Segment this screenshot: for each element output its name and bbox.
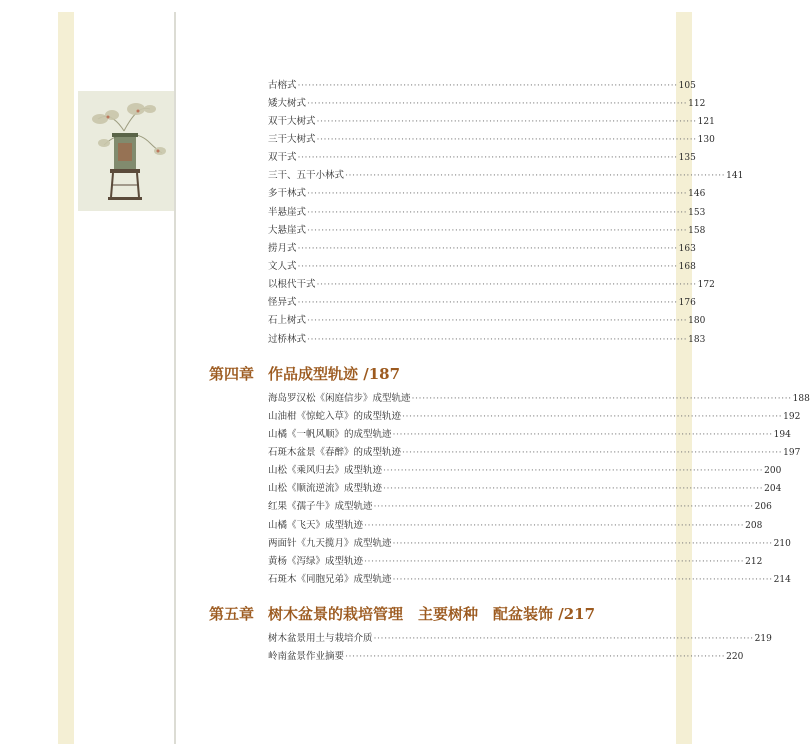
toc-entry-title: 石斑木《同胞兄弟》成型轨迹 bbox=[268, 574, 392, 585]
toc-entry[interactable] bbox=[268, 151, 696, 165]
toc-leader-dots: ············································································································ bbox=[383, 483, 764, 494]
toc-entry[interactable] bbox=[268, 187, 706, 201]
toc-leader-dots: ············································································································ bbox=[364, 520, 745, 531]
toc-entry-title: 石斑木盆景《春醉》的成型轨迹 bbox=[268, 447, 402, 458]
toc-entry-title: 古榕式 bbox=[268, 80, 297, 91]
toc-entry[interactable] bbox=[268, 224, 706, 238]
toc-entry-title: 树木盆景用土与栽培介质 bbox=[268, 633, 373, 644]
chapter-title: 树木盆景的栽培管理 主要树种 配盆装饰 /217 bbox=[268, 605, 596, 623]
toc-leader-dots: ············································································································ bbox=[411, 393, 792, 404]
toc-entry-page: 163 bbox=[678, 244, 696, 254]
toc-entry-title: 石上树式 bbox=[268, 315, 307, 326]
toc-entry[interactable] bbox=[268, 573, 791, 587]
toc-leader-dots: ············································································································ bbox=[402, 447, 783, 458]
bonsai-illustration bbox=[78, 91, 174, 211]
toc-entry-page: 206 bbox=[754, 502, 772, 512]
toc-entry-page: 204 bbox=[764, 484, 782, 494]
toc-entry-title: 三干、五干小林式 bbox=[268, 170, 345, 181]
toc-leader-dots: ············································································································ bbox=[307, 207, 688, 218]
toc-entry[interactable] bbox=[268, 169, 744, 183]
chapter-title: 作品成型轨迹 /187 bbox=[268, 365, 401, 383]
toc-leader-dots: ············································································································ bbox=[297, 152, 678, 163]
toc-entry-page: 135 bbox=[678, 153, 696, 163]
toc-entry-page: 146 bbox=[688, 189, 706, 199]
toc-entry-title: 双干式 bbox=[268, 152, 297, 163]
toc-entry-title: 以根代干式 bbox=[268, 279, 316, 290]
toc-entry[interactable] bbox=[268, 333, 706, 347]
toc-entry-title: 捞月式 bbox=[268, 243, 297, 254]
toc-leader-dots: ············································································································ bbox=[392, 538, 773, 549]
toc-entry-title: 怪异式 bbox=[268, 297, 297, 308]
toc-entry-page: 176 bbox=[678, 298, 696, 308]
toc-entry-title: 黄杨《泻绿》成型轨迹 bbox=[268, 556, 364, 567]
toc-entry-page: 210 bbox=[773, 539, 791, 549]
toc-entry-title: 山橘《一帆风顺》的成型轨迹 bbox=[268, 429, 392, 440]
toc-entry-title: 矮大树式 bbox=[268, 98, 307, 109]
toc-entry-page: 153 bbox=[688, 208, 706, 218]
toc-entry-title: 双干大树式 bbox=[268, 116, 316, 127]
toc-entry-page: 192 bbox=[783, 412, 801, 422]
toc-entry-page: 158 bbox=[688, 226, 706, 236]
left-side-band bbox=[58, 12, 74, 744]
toc-leader-dots: ············································································································ bbox=[316, 279, 697, 290]
toc-entry[interactable] bbox=[268, 632, 772, 646]
toc-entry-page: 212 bbox=[745, 557, 763, 567]
chapter-number: 第五章 bbox=[209, 605, 255, 623]
toc-leader-dots: ············································································································ bbox=[392, 574, 773, 585]
chapter-heading-5[interactable] bbox=[209, 604, 595, 624]
toc-entry-title: 过桥林式 bbox=[268, 334, 307, 345]
toc-entry-title: 山松《顺流逆流》成型轨迹 bbox=[268, 483, 383, 494]
toc-entry-page: 130 bbox=[697, 135, 715, 145]
toc-entry[interactable] bbox=[268, 115, 715, 129]
toc-leader-dots: ············································································································ bbox=[307, 334, 688, 345]
toc-entry[interactable] bbox=[268, 97, 706, 111]
toc-entry-page: 105 bbox=[678, 81, 696, 91]
toc-leader-dots: ············································································································ bbox=[297, 297, 678, 308]
toc-leader-dots: ············································································································ bbox=[373, 501, 754, 512]
toc-entry-title: 两面针《九天揽月》成型轨迹 bbox=[268, 538, 392, 549]
toc-entry-title: 海岛罗汉松《闲庭信步》成型轨迹 bbox=[268, 393, 411, 404]
toc-entry-page: 168 bbox=[678, 262, 696, 272]
chapter-heading-4[interactable] bbox=[209, 364, 400, 384]
toc-entry[interactable] bbox=[268, 464, 782, 478]
toc-entry-page: 180 bbox=[688, 316, 706, 326]
toc-entry-page: 194 bbox=[773, 430, 791, 440]
toc-entry[interactable] bbox=[268, 296, 696, 310]
toc-entry-title: 半悬崖式 bbox=[268, 207, 307, 218]
toc-entry[interactable] bbox=[268, 278, 715, 292]
toc-leader-dots: ············································································································ bbox=[307, 315, 688, 326]
toc-leader-dots: ············································································································ bbox=[345, 170, 726, 181]
toc-entry-page: 121 bbox=[697, 117, 715, 127]
toc-entry[interactable] bbox=[268, 555, 763, 569]
toc-entry-page: 172 bbox=[697, 280, 715, 290]
toc-entry[interactable] bbox=[268, 260, 696, 274]
toc-entry-title: 三干大树式 bbox=[268, 134, 316, 145]
toc-entry[interactable] bbox=[268, 314, 706, 328]
toc-entry[interactable] bbox=[268, 392, 810, 406]
toc-entry-title: 山松《乘风归去》成型轨迹 bbox=[268, 465, 383, 476]
toc-entry[interactable] bbox=[268, 428, 791, 442]
toc-leader-dots: ············································································································ bbox=[307, 98, 688, 109]
toc-entry-page: 112 bbox=[688, 99, 706, 109]
toc-entry-page: 183 bbox=[688, 335, 706, 345]
toc-leader-dots: ············································································································ bbox=[316, 134, 697, 145]
toc-entry-page: 208 bbox=[745, 521, 763, 531]
toc-entry-title: 文人式 bbox=[268, 261, 297, 272]
toc-entry[interactable] bbox=[268, 242, 696, 256]
toc-leader-dots: ············································································································ bbox=[297, 261, 678, 272]
toc-entry-title: 大悬崖式 bbox=[268, 225, 307, 236]
toc-entry[interactable] bbox=[268, 446, 801, 460]
toc-entry-page: 197 bbox=[783, 448, 801, 458]
toc-leader-dots: ············································································································ bbox=[373, 633, 754, 644]
toc-entry[interactable] bbox=[268, 537, 791, 551]
toc-entry[interactable] bbox=[268, 500, 772, 514]
toc-entry-title: 多干林式 bbox=[268, 188, 307, 199]
toc-leader-dots: ············································································································ bbox=[392, 429, 773, 440]
toc-leader-dots: ············································································································ bbox=[297, 80, 678, 91]
toc-entry-title: 山油柑《惊蛇入草》的成型轨迹 bbox=[268, 411, 402, 422]
toc-entry-page: 220 bbox=[726, 652, 744, 662]
toc-entry-page: 200 bbox=[764, 466, 782, 476]
page-gutter bbox=[174, 12, 176, 744]
toc-entry-page: 188 bbox=[792, 394, 810, 404]
chapter-number: 第四章 bbox=[209, 365, 255, 383]
toc-leader-dots: ············································································································ bbox=[316, 116, 697, 127]
toc-entry[interactable] bbox=[268, 650, 744, 664]
toc-leader-dots: ············································································································ bbox=[402, 411, 783, 422]
toc-entry-title: 红果《孺子牛》成型轨迹 bbox=[268, 501, 373, 512]
toc-entry[interactable] bbox=[268, 79, 696, 93]
bonsai-in-tall-pot-on-stand-icon bbox=[78, 91, 174, 211]
toc-leader-dots: ············································································································ bbox=[345, 651, 726, 662]
toc-leader-dots: ············································································································ bbox=[307, 188, 688, 199]
toc-entry-title: 山橘《飞天》成型轨迹 bbox=[268, 520, 364, 531]
toc-leader-dots: ············································································································ bbox=[297, 243, 678, 254]
toc-entry[interactable] bbox=[268, 519, 763, 533]
toc-entry-page: 219 bbox=[754, 634, 772, 644]
toc-entry[interactable] bbox=[268, 482, 782, 496]
toc-entry-title: 岭南盆景作业摘要 bbox=[268, 651, 345, 662]
toc-entry[interactable] bbox=[268, 410, 801, 424]
toc-entry[interactable] bbox=[268, 133, 715, 147]
toc-entry[interactable] bbox=[268, 206, 706, 220]
toc-entry-page: 141 bbox=[726, 171, 744, 181]
toc-leader-dots: ············································································································ bbox=[383, 465, 764, 476]
toc-leader-dots: ············································································································ bbox=[364, 556, 745, 567]
toc-entry-page: 214 bbox=[773, 575, 791, 585]
toc-leader-dots: ············································································································ bbox=[307, 225, 688, 236]
